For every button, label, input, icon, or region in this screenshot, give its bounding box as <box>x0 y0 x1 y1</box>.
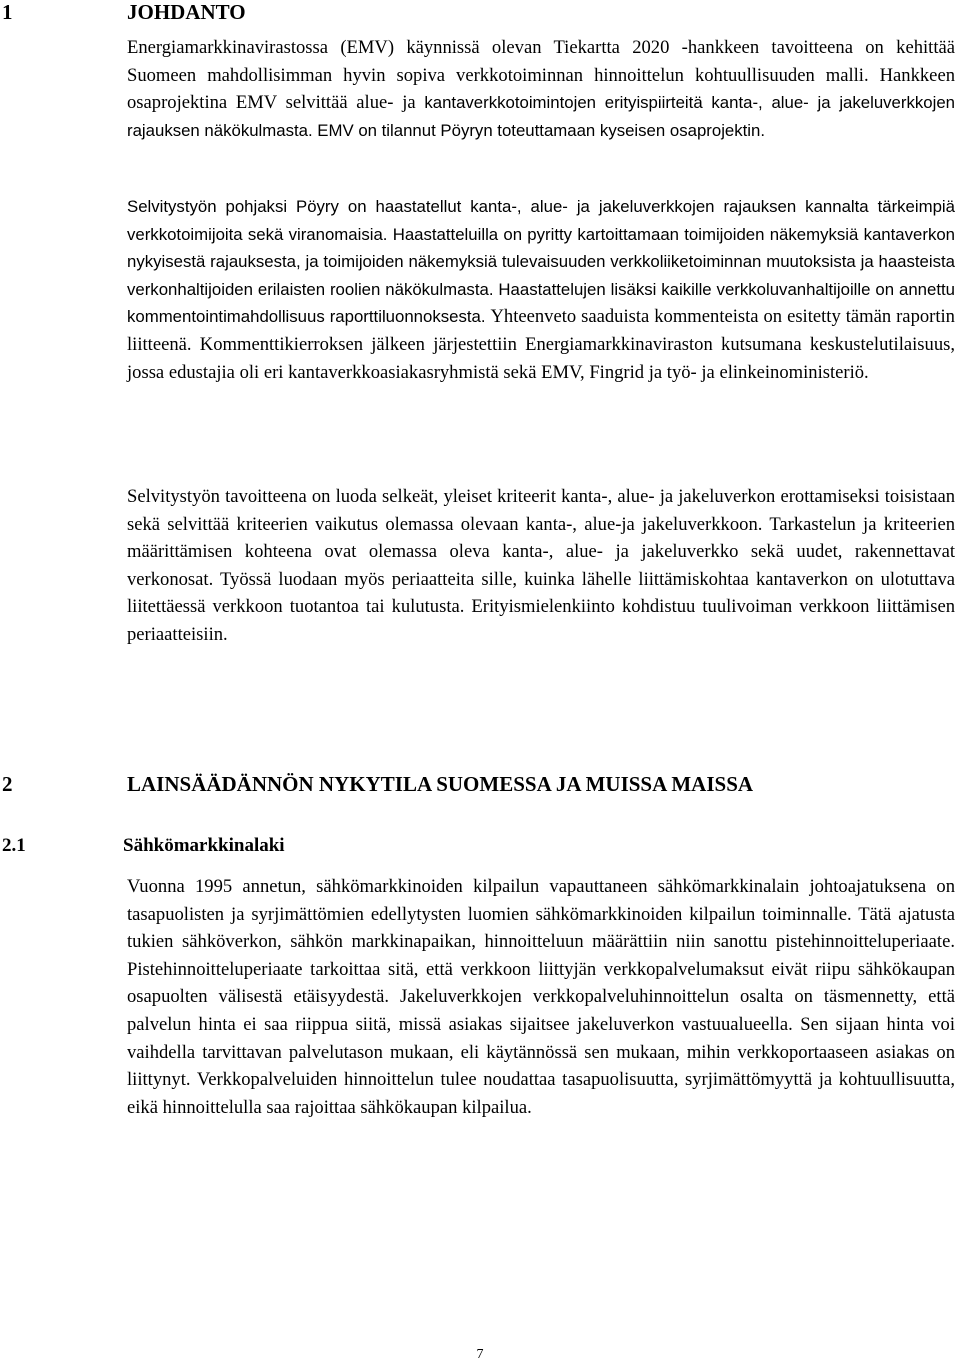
paragraph-text: Haastatteluilla on pyritty kartoittamaan toimijoiden näkemyksiä kantaverkon nykyisestä rajauksesta, ja toimijoiden näkemyksiä tulevaisuuden verkkoliiketoiminnan muutoksista ja haasteista verkonhaltijoiden erilaisten roolien näkökulmasta. <box>127 224 955 299</box>
paragraph-text: Jakeluverkkojen verkkopalveluhinnoittelun osalta on täsmennetty, että palvelun hinta ei saa riippua siitä, missä asiakas sijaitsee jakeluverkon vastuualueella. Sen sijaan hinta voi vaihdella tarvittavan palvelutason mukaan, eli käytännössä sen mukaan, mihin verkkoportaaseen asiakas on liittynyt. Verkkopalveluiden hinnoittelun tulee noudattaa tasapuolisuutta, syrjimättömyyttä ja kohtuullisuutta, eikä hinnoittelulla saa rajoittaa sähkökaupan kilpailua. <box>127 986 955 1118</box>
section-number: 2.1 <box>2 835 26 856</box>
paragraph-text: Vuonna 1995 annetun, sähkömarkkinoiden kilpailun vapauttaneen sähkömarkkinalain johtoajatuksena on tasapuolisten ja syrjimättömien edellytysten luomien sähkömarkkinoiden kilpailun toiminnalle. Tätä ajatusta tukien sähköverkon, sähkön markkinapaikan, hinnoitteluun määrättiin niin sanottu pistehinnoitteluperiaate. Pistehinnoitteluperiaate tarkoittaa sitä, että verkkoon liittyjän verkkopalvelumaksut eivät riipu sähkökaupan osapuolten välisestä etäisyydestä. <box>127 876 955 1008</box>
paragraph-text: Yhteenveto saaduista kommenteista on esitetty tämän raportin liitteenä. Kommenttikierroksen jälkeen järjestettiin Energiamarkkinaviraston kutsumana keskustelutilaisuus, jossa edustajia oli eri kantaverkkoasiakasryhmistä sekä EMV, Fingrid ja työ- ja elinkeinoministeriö. <box>127 306 955 383</box>
section-title: JOHDANTO <box>127 0 246 24</box>
section-title: LAINSÄÄDÄNNÖN NYKYTILA SUOMESSA JA MUISSA MAISSA <box>127 772 754 796</box>
paragraph-text: Haastattelujen lisäksi kaikille verkkoluvanhaltijoille on annettu kommentointimahdollisuus raporttiluonnoksesta. <box>127 279 955 327</box>
paragraph-text: Selvitystyön pohjaksi Pöyry on haastatellut kanta-, alue- ja jakeluverkkojen rajauksen kannalta tärkeimpiä verkkotoimijoita sekä viranomaisia. <box>127 197 955 244</box>
section-title: Sähkömarkkinalaki <box>123 835 285 856</box>
paragraph-objective <box>127 483 955 649</box>
page-number: 7 <box>476 1347 484 1362</box>
paragraph-text: Energiamarkkinavirastossa (EMV) käynnissä olevan Tiekartta 2020 -hankkeen tavoitteena on kehittää Suomeen mahdollisimman hyvin sopiva verkkotoiminnan hinnoittelun kohtuullisuuden malli. Hankkeen osaprojektina EMV selvittää alue- ja <box>127 37 955 114</box>
paragraph-text: kantaverkkotoimintojen erityispiirteitä kanta-, alue- ja jakeluverkkojen rajauksen näkökulmasta. EMV on tilannut Pöyryn toteuttamaan kyseisen osaprojektin. <box>127 93 955 140</box>
paragraph-electricity-market-act <box>127 873 955 1121</box>
paragraph-text: Selvitystyön tavoitteena on luoda selkeät, yleiset kriteerit kanta-, alue- ja jakeluverkon erottamiseksi toisistaan sekä selvittää kriteerien vaikutus olemassa olevaan kanta-, alue-ja jakeluverkkoon. Tarkastelun ja kriteerien määrittämisen kohteena ovat olemassa oleva kanta-, alue- ja jakeluverkko sekä uudet, rakennettavat verkonosat. Työssä luodaan myös periaatteita sille, kuinka lähelle liittämiskohtaa kantaverkon on ulotuttava liitettäessä verkkoon tuotantoa tai kulutusta. Erityismielenkiinto kohdistuu tuulivoiman verkkoon liittämisen periaatteisiin. <box>127 486 955 645</box>
paragraph-interviews <box>127 193 955 386</box>
section-number: 2 <box>2 772 13 796</box>
paragraph-intro <box>127 34 955 144</box>
section-number: 1 <box>2 0 13 24</box>
